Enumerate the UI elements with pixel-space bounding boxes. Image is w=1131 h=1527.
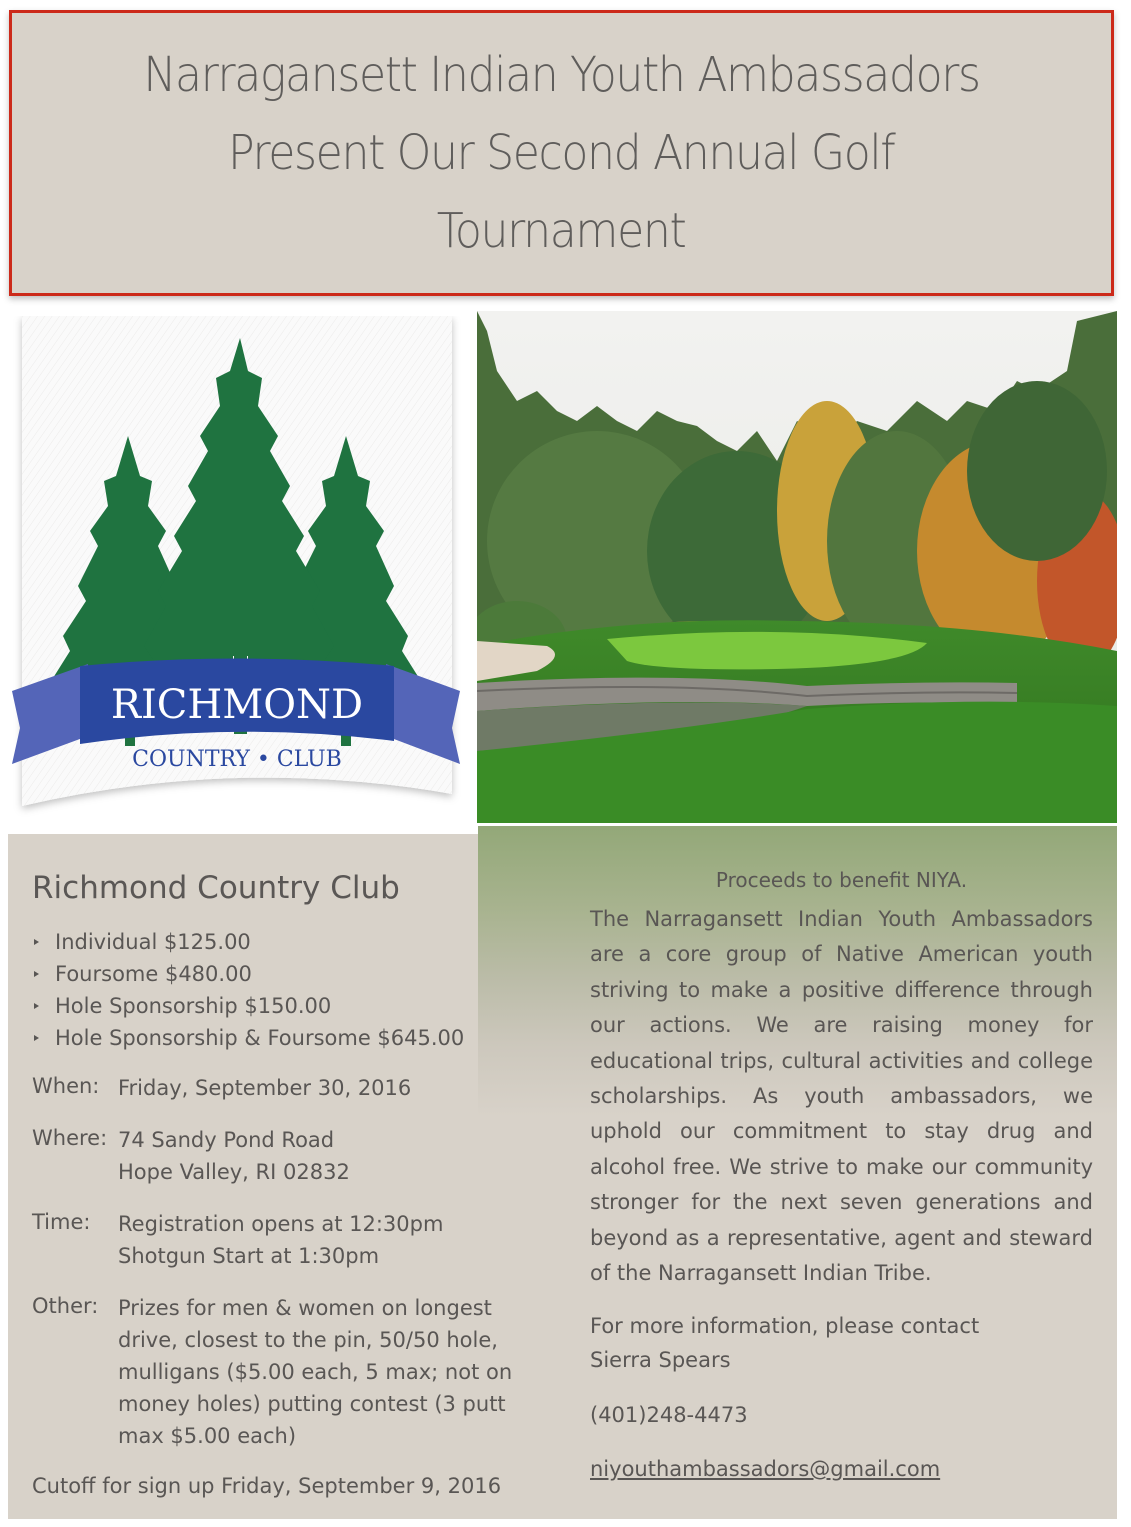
contact-name: Sierra Spears: [590, 1348, 731, 1372]
pricing-item-label: Individual $125.00: [55, 930, 251, 954]
title-line-3: Tournament: [437, 203, 686, 259]
golf-course-photo: [477, 311, 1117, 823]
title-line-1: Narragansett Indian Youth Ambassadors: [143, 47, 980, 103]
where-line-2: Hope Valley, RI 02832: [118, 1160, 350, 1184]
other-line-3: mulligans ($5.00 each, 5 max; not on: [118, 1360, 513, 1384]
other-label: Other:: [32, 1294, 99, 1318]
title-banner: [9, 10, 1114, 296]
about-paragraph: The Narragansett Indian Youth Ambassadors are a core group of Native American youth striving to make a positive difference through our actions. We are raising money for educational trips, cultural activities and college scholarships. As youth ambassadors, we uphold our commitment to stay drug and alcohol free. We strive to make our community stronger for the next seven generations and beyond as a representative, agent and steward of the Narragansett Indian Tribe.: [590, 907, 1093, 1286]
logo-subtitle-text: COUNTRY • CLUB: [132, 747, 342, 772]
when-label: When:: [32, 1074, 100, 1098]
when-value: Friday, September 30, 2016: [118, 1076, 412, 1100]
pricing-list: [32, 926, 464, 1054]
venue-heading: Richmond Country Club: [32, 870, 400, 906]
time-line-1: Registration opens at 12:30pm: [118, 1212, 444, 1236]
other-line-4: money holes) putting contest (3 putt: [118, 1392, 506, 1416]
logo-name-text: RICHMOND: [110, 682, 364, 728]
bullet-triangle-icon: [34, 971, 39, 977]
pricing-item-label: Hole Sponsorship & Foursome $645.00: [55, 1026, 465, 1050]
pricing-item: [32, 958, 464, 990]
pine-trees-logo-icon: [8, 316, 464, 822]
proceeds-text: Proceeds to benefit NIYA.: [715, 868, 968, 892]
time-line-2: Shotgun Start at 1:30pm: [118, 1244, 380, 1268]
pricing-item-label: Hole Sponsorship $150.00: [55, 994, 332, 1018]
other-line-1: Prizes for men & women on longest: [118, 1296, 492, 1320]
golf-course-photo-icon: [477, 311, 1117, 823]
contact-email-link[interactable]: niyouthambassadors@gmail.com: [590, 1457, 941, 1481]
title-line-2: Present Our Second Annual Golf: [228, 125, 895, 181]
pricing-item: [32, 926, 464, 958]
contact-phone: (401)248-4473: [590, 1403, 748, 1427]
pricing-item-label: Foursome $480.00: [55, 962, 252, 986]
pricing-item: [32, 990, 464, 1022]
contact-intro: For more information, please contact: [590, 1314, 980, 1338]
cutoff-text: Cutoff for sign up Friday, September 9, 2016: [32, 1474, 502, 1498]
richmond-country-club-logo: [8, 316, 464, 822]
other-line-5: max $5.00 each): [118, 1424, 297, 1448]
bullet-triangle-icon: [34, 939, 39, 945]
pricing-item: [32, 1022, 464, 1054]
time-label: Time:: [32, 1210, 91, 1234]
where-label: Where:: [32, 1126, 108, 1150]
bullet-triangle-icon: [34, 1035, 39, 1041]
where-line-1: 74 Sandy Pond Road: [118, 1128, 335, 1152]
bullet-triangle-icon: [34, 1003, 39, 1009]
other-line-2: drive, closest to the pin, 50/50 hole,: [118, 1328, 498, 1352]
